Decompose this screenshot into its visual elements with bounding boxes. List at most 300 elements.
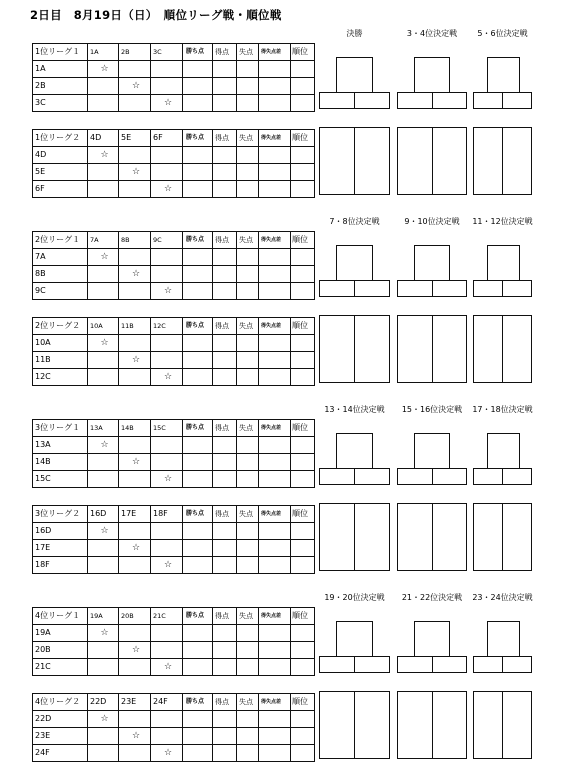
goals-against-cell	[237, 454, 259, 471]
goal-difference-cell	[259, 164, 291, 181]
bracket-winner-box	[414, 621, 450, 657]
rank-header: 順位	[291, 608, 315, 625]
win-points-header: 勝ち点	[183, 318, 213, 335]
playoff-score-box	[397, 127, 467, 195]
playoff-title: 23・24位決定戦	[472, 593, 533, 602]
score-box-divider	[502, 692, 503, 758]
playoff-score-box	[319, 127, 390, 195]
match-result-cell	[119, 369, 151, 386]
playoff-score-box	[319, 315, 390, 383]
team-column-header: 13A	[88, 420, 119, 437]
goal-difference-cell	[259, 283, 291, 300]
self-match-cell	[88, 61, 119, 78]
self-match-cell	[88, 523, 119, 540]
bracket-slot-right	[432, 656, 467, 673]
league-name: 3位リーグ１	[33, 420, 88, 437]
playoff-title: 19・20位決定戦	[324, 593, 385, 602]
league-table	[32, 231, 315, 300]
goals-for-header: 得点	[213, 232, 237, 249]
playoff-bracket	[319, 57, 390, 109]
star-mark: ☆	[163, 559, 173, 570]
goals-against-header: 失点	[237, 318, 259, 335]
playoff-bracket	[473, 57, 532, 109]
team-row-label: 16D	[33, 523, 88, 540]
match-result-cell	[88, 642, 119, 659]
rank-cell	[291, 745, 315, 762]
team-row-label: 4D	[33, 147, 88, 164]
team-column-header: 4D	[88, 130, 119, 147]
goals-for-cell	[213, 728, 237, 745]
goals-for-cell	[213, 164, 237, 181]
goals-for-cell	[213, 642, 237, 659]
goals-against-cell	[237, 745, 259, 762]
bracket-winner-box	[336, 433, 373, 469]
goal-difference-header: 得失点差	[259, 608, 291, 625]
match-result-cell	[151, 266, 183, 283]
goals-against-cell	[237, 249, 259, 266]
goals-for-header: 得点	[213, 506, 237, 523]
bracket-winner-box	[414, 57, 450, 93]
rank-cell	[291, 164, 315, 181]
playoff-bracket	[473, 245, 532, 297]
playoff-bracket	[397, 57, 467, 109]
team-column-header: 19A	[88, 608, 119, 625]
goals-against-cell	[237, 540, 259, 557]
rank-cell	[291, 335, 315, 352]
rank-cell	[291, 711, 315, 728]
league-table	[32, 129, 315, 198]
star-mark: ☆	[131, 268, 141, 279]
self-match-cell	[119, 164, 151, 181]
rank-cell	[291, 659, 315, 676]
league-table	[32, 693, 315, 762]
league-table	[32, 43, 315, 112]
win-points-header: 勝ち点	[183, 694, 213, 711]
self-match-cell	[88, 147, 119, 164]
win-points-cell	[183, 164, 213, 181]
rank-cell	[291, 471, 315, 488]
league-name: 4位リーグ１	[33, 608, 88, 625]
goals-against-cell	[237, 523, 259, 540]
bracket-slot-left	[397, 92, 433, 109]
goal-difference-cell	[259, 95, 291, 112]
match-result-cell	[88, 557, 119, 574]
rank-cell	[291, 266, 315, 283]
win-points-header: 勝ち点	[183, 506, 213, 523]
league-table	[32, 419, 315, 488]
goal-difference-cell	[259, 471, 291, 488]
self-match-cell	[119, 454, 151, 471]
page-title: 2日目 8月19日（日） 順位リーグ戦・順位戦	[30, 8, 282, 22]
goals-for-cell	[213, 78, 237, 95]
playoff-title: 決勝	[346, 29, 363, 38]
playoff-title: 21・22位決定戦	[401, 593, 463, 602]
bracket-slot-left	[397, 656, 433, 673]
goals-for-cell	[213, 95, 237, 112]
self-match-cell	[151, 181, 183, 198]
rank-header: 順位	[291, 318, 315, 335]
rank-cell	[291, 61, 315, 78]
self-match-cell	[88, 335, 119, 352]
win-points-cell	[183, 369, 213, 386]
goals-for-cell	[213, 625, 237, 642]
goal-difference-cell	[259, 642, 291, 659]
goal-difference-cell	[259, 147, 291, 164]
playoff-title: 3・4位決定戦	[406, 29, 458, 38]
bracket-winner-box	[414, 433, 450, 469]
rank-cell	[291, 540, 315, 557]
team-row-label: 20B	[33, 642, 88, 659]
win-points-cell	[183, 283, 213, 300]
playoff-bracket	[319, 621, 390, 673]
bracket-winner-box	[336, 245, 373, 281]
bracket-slot-right	[354, 468, 390, 485]
star-mark: ☆	[131, 166, 141, 177]
team-row-label: 10A	[33, 335, 88, 352]
playoff-score-box	[473, 691, 532, 759]
goals-for-header: 得点	[213, 420, 237, 437]
goals-against-cell	[237, 352, 259, 369]
score-box-divider	[432, 504, 433, 570]
match-result-cell	[88, 95, 119, 112]
team-column-header: 2B	[119, 44, 151, 61]
bracket-winner-box	[487, 433, 520, 469]
goals-against-cell	[237, 335, 259, 352]
team-column-header: 10A	[88, 318, 119, 335]
team-row-label: 7A	[33, 249, 88, 266]
self-match-cell	[88, 625, 119, 642]
team-row-label: 17E	[33, 540, 88, 557]
rank-cell	[291, 523, 315, 540]
team-column-header: 5E	[119, 130, 151, 147]
win-points-cell	[183, 249, 213, 266]
team-column-header: 6F	[151, 130, 183, 147]
team-column-header: 9C	[151, 232, 183, 249]
star-mark: ☆	[100, 439, 109, 450]
self-match-cell	[151, 369, 183, 386]
bracket-slot-right	[354, 92, 390, 109]
self-match-cell	[119, 540, 151, 557]
goals-against-cell	[237, 164, 259, 181]
team-column-header: 20B	[119, 608, 151, 625]
win-points-cell	[183, 266, 213, 283]
star-mark: ☆	[100, 525, 109, 536]
self-match-cell	[119, 352, 151, 369]
goals-for-cell	[213, 181, 237, 198]
team-row-label: 6F	[33, 181, 88, 198]
goals-for-cell	[213, 711, 237, 728]
score-box-divider	[354, 128, 355, 194]
score-box-divider	[502, 128, 503, 194]
goals-against-cell	[237, 78, 259, 95]
team-row-label: 2B	[33, 78, 88, 95]
goals-for-header: 得点	[213, 694, 237, 711]
team-row-label: 12C	[33, 369, 88, 386]
star-mark: ☆	[163, 183, 173, 194]
win-points-header: 勝ち点	[183, 130, 213, 147]
match-result-cell	[119, 471, 151, 488]
star-mark: ☆	[163, 747, 173, 758]
team-column-header: 16D	[88, 506, 119, 523]
goal-difference-header: 得失点差	[259, 506, 291, 523]
goals-for-cell	[213, 147, 237, 164]
goal-difference-header: 得失点差	[259, 44, 291, 61]
score-box-divider	[502, 504, 503, 570]
match-result-cell	[151, 78, 183, 95]
goal-difference-cell	[259, 557, 291, 574]
playoff-score-box	[319, 691, 390, 759]
goals-against-header: 失点	[237, 694, 259, 711]
star-mark: ☆	[163, 285, 173, 296]
win-points-cell	[183, 437, 213, 454]
goal-difference-cell	[259, 523, 291, 540]
star-mark: ☆	[163, 371, 173, 382]
score-box-divider	[432, 128, 433, 194]
playoff-score-box	[473, 315, 532, 383]
playoff-title: 11・12位決定戦	[472, 217, 533, 226]
team-row-label: 11B	[33, 352, 88, 369]
bracket-slot-left	[319, 92, 355, 109]
goals-for-header: 得点	[213, 608, 237, 625]
match-result-cell	[119, 283, 151, 300]
rank-cell	[291, 454, 315, 471]
self-match-cell	[151, 283, 183, 300]
goal-difference-cell	[259, 249, 291, 266]
match-result-cell	[119, 745, 151, 762]
win-points-header: 勝ち点	[183, 420, 213, 437]
bracket-slot-left	[319, 280, 355, 297]
star-mark: ☆	[131, 644, 141, 655]
team-row-label: 22D	[33, 711, 88, 728]
star-mark: ☆	[100, 63, 109, 74]
team-row-label: 24F	[33, 745, 88, 762]
goals-against-cell	[237, 557, 259, 574]
goals-against-cell	[237, 625, 259, 642]
win-points-cell	[183, 728, 213, 745]
team-row-label: 13A	[33, 437, 88, 454]
team-column-header: 17E	[119, 506, 151, 523]
score-box-divider	[354, 692, 355, 758]
self-match-cell	[151, 557, 183, 574]
goals-for-cell	[213, 523, 237, 540]
goals-against-cell	[237, 61, 259, 78]
goal-difference-cell	[259, 625, 291, 642]
playoff-bracket	[319, 245, 390, 297]
bracket-slot-right	[502, 280, 532, 297]
team-row-label: 21C	[33, 659, 88, 676]
win-points-cell	[183, 745, 213, 762]
match-result-cell	[151, 335, 183, 352]
star-mark: ☆	[100, 713, 109, 724]
goals-against-cell	[237, 659, 259, 676]
team-column-header: 11B	[119, 318, 151, 335]
playoff-title: 9・10位決定戦	[404, 217, 460, 226]
league-name: 1位リーグ１	[33, 44, 88, 61]
match-result-cell	[119, 147, 151, 164]
bracket-slot-right	[432, 92, 467, 109]
goal-difference-header: 得失点差	[259, 130, 291, 147]
win-points-cell	[183, 78, 213, 95]
goals-for-cell	[213, 557, 237, 574]
self-match-cell	[151, 95, 183, 112]
match-result-cell	[151, 164, 183, 181]
match-result-cell	[88, 369, 119, 386]
team-row-label: 18F	[33, 557, 88, 574]
playoff-score-box	[473, 503, 532, 571]
rank-cell	[291, 625, 315, 642]
win-points-cell	[183, 454, 213, 471]
goals-against-header: 失点	[237, 420, 259, 437]
match-result-cell	[119, 437, 151, 454]
bracket-slot-right	[354, 656, 390, 673]
team-column-header: 15C	[151, 420, 183, 437]
match-result-cell	[88, 659, 119, 676]
match-result-cell	[151, 454, 183, 471]
win-points-cell	[183, 711, 213, 728]
goals-for-cell	[213, 249, 237, 266]
goal-difference-cell	[259, 266, 291, 283]
star-mark: ☆	[131, 456, 141, 467]
goals-for-cell	[213, 745, 237, 762]
self-match-cell	[119, 78, 151, 95]
goal-difference-cell	[259, 181, 291, 198]
star-mark: ☆	[131, 80, 141, 91]
team-column-header: 12C	[151, 318, 183, 335]
goals-for-cell	[213, 659, 237, 676]
match-result-cell	[88, 283, 119, 300]
star-mark: ☆	[131, 354, 141, 365]
team-column-header: 14B	[119, 420, 151, 437]
rank-header: 順位	[291, 506, 315, 523]
team-row-label: 14B	[33, 454, 88, 471]
goals-against-cell	[237, 437, 259, 454]
match-result-cell	[151, 147, 183, 164]
match-result-cell	[119, 625, 151, 642]
goal-difference-cell	[259, 745, 291, 762]
rank-cell	[291, 437, 315, 454]
team-column-header: 22D	[88, 694, 119, 711]
goal-difference-cell	[259, 335, 291, 352]
rank-cell	[291, 95, 315, 112]
bracket-winner-box	[487, 245, 520, 281]
goals-against-cell	[237, 283, 259, 300]
goals-against-cell	[237, 711, 259, 728]
goals-against-cell	[237, 266, 259, 283]
league-table	[32, 505, 315, 574]
star-mark: ☆	[100, 627, 109, 638]
bracket-slot-left	[473, 468, 503, 485]
goals-for-cell	[213, 540, 237, 557]
bracket-slot-left	[473, 280, 503, 297]
team-column-header: 23E	[119, 694, 151, 711]
rank-header: 順位	[291, 130, 315, 147]
goal-difference-header: 得失点差	[259, 694, 291, 711]
goals-against-header: 失点	[237, 44, 259, 61]
rank-cell	[291, 557, 315, 574]
league-name: 4位リーグ２	[33, 694, 88, 711]
playoff-bracket	[397, 245, 467, 297]
team-row-label: 8B	[33, 266, 88, 283]
goals-for-cell	[213, 369, 237, 386]
goal-difference-header: 得失点差	[259, 318, 291, 335]
match-result-cell	[88, 540, 119, 557]
bracket-slot-right	[354, 280, 390, 297]
win-points-cell	[183, 523, 213, 540]
playoff-score-box	[473, 127, 532, 195]
star-mark: ☆	[100, 251, 109, 262]
self-match-cell	[151, 745, 183, 762]
match-result-cell	[88, 728, 119, 745]
goals-for-cell	[213, 283, 237, 300]
match-result-cell	[119, 61, 151, 78]
win-points-cell	[183, 147, 213, 164]
match-result-cell	[151, 61, 183, 78]
league-name: 1位リーグ２	[33, 130, 88, 147]
star-mark: ☆	[163, 97, 173, 108]
self-match-cell	[88, 437, 119, 454]
star-mark: ☆	[163, 661, 173, 672]
goals-against-cell	[237, 471, 259, 488]
win-points-cell	[183, 352, 213, 369]
bracket-winner-box	[487, 57, 520, 93]
self-match-cell	[119, 728, 151, 745]
rank-cell	[291, 283, 315, 300]
league-name: 3位リーグ２	[33, 506, 88, 523]
match-result-cell	[88, 471, 119, 488]
match-result-cell	[151, 711, 183, 728]
bracket-slot-left	[473, 656, 503, 673]
bracket-winner-box	[336, 57, 373, 93]
goals-for-cell	[213, 437, 237, 454]
match-result-cell	[151, 540, 183, 557]
score-box-divider	[502, 316, 503, 382]
self-match-cell	[88, 249, 119, 266]
team-row-label: 15C	[33, 471, 88, 488]
playoff-score-box	[397, 691, 467, 759]
rank-header: 順位	[291, 232, 315, 249]
match-result-cell	[119, 557, 151, 574]
goals-against-header: 失点	[237, 232, 259, 249]
match-result-cell	[88, 745, 119, 762]
goal-difference-cell	[259, 437, 291, 454]
goals-for-cell	[213, 454, 237, 471]
playoff-title: 13・14位決定戦	[324, 405, 385, 414]
bracket-slot-left	[319, 468, 355, 485]
goal-difference-cell	[259, 711, 291, 728]
playoff-bracket	[397, 433, 467, 485]
self-match-cell	[151, 659, 183, 676]
match-result-cell	[119, 335, 151, 352]
rank-cell	[291, 369, 315, 386]
bracket-slot-left	[397, 468, 433, 485]
playoff-score-box	[397, 503, 467, 571]
bracket-winner-box	[336, 621, 373, 657]
goal-difference-cell	[259, 659, 291, 676]
win-points-header: 勝ち点	[183, 232, 213, 249]
match-result-cell	[151, 437, 183, 454]
goals-for-header: 得点	[213, 130, 237, 147]
playoff-title: 5・6位決定戦	[477, 29, 528, 38]
team-column-header: 18F	[151, 506, 183, 523]
team-row-label: 19A	[33, 625, 88, 642]
match-result-cell	[119, 95, 151, 112]
bracket-slot-right	[502, 92, 532, 109]
goals-against-header: 失点	[237, 130, 259, 147]
match-result-cell	[88, 78, 119, 95]
match-result-cell	[119, 523, 151, 540]
bracket-slot-right	[432, 280, 467, 297]
goal-difference-cell	[259, 454, 291, 471]
